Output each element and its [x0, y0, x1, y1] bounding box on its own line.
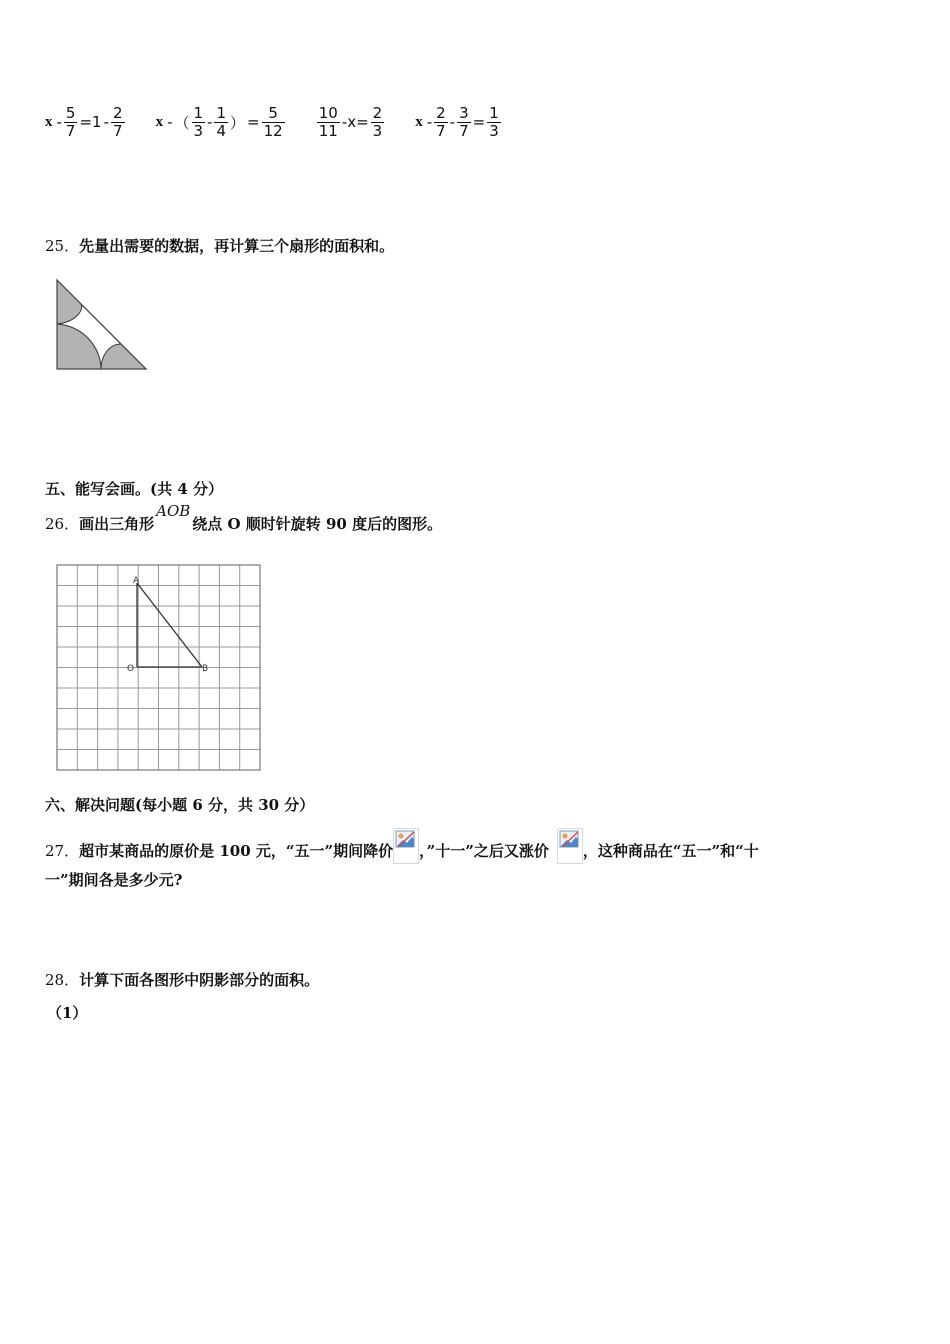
broken-image-icon — [393, 828, 419, 864]
fraction: $\frac{1}{3}$ — [489, 103, 499, 140]
question-28: 28．计算下面各图形中阴影部分的面积。 — [45, 971, 320, 989]
equation-4: x - $\frac{2}{7}$ - $\frac{3}{7}$ = $\frac{1}{3}$ — [415, 103, 499, 140]
fraction: $\frac{1}{3}$ — [193, 103, 204, 140]
fraction: $\frac{10}{11}$ — [318, 103, 338, 140]
fraction: $\frac{5}{7}$ — [65, 103, 76, 140]
question-28-sub-1: （1） — [47, 1004, 88, 1022]
equation-1: x - $\frac{5}{7}$ =1 - $\frac{2}{7}$ — [45, 103, 123, 140]
broken-image-icon — [557, 828, 583, 864]
equation-3: $\frac{10}{11}$ -x= $\frac{2}{3}$ — [318, 103, 383, 140]
question-26: 26．画出三角形AOB绕点 O 顺时针旋转 90 度后的图形。 — [45, 502, 443, 533]
question-25: 25．先量出需要的数据，再计算三个扇形的面积和。 — [45, 237, 395, 255]
section-6-title: 六、解决问题(每小题 6 分，共 30 分） — [45, 796, 315, 814]
equation-row — [45, 102, 532, 142]
segment-ab — [137, 583, 202, 667]
fraction: $\frac{2}{7}$ — [113, 103, 123, 140]
fraction: $\frac{2}{3}$ — [372, 103, 383, 140]
question-27: 27．超市某商品的原价是 100 元，“五一”期间降价 ，”十一”之后又涨价 ，这种商品在“五一”和“十 — [45, 834, 905, 870]
label-a: A — [133, 576, 140, 586]
question-27-line2: 一”期间各是多少元? — [45, 871, 183, 889]
label-o: O — [127, 664, 135, 674]
equation-2: x - （ $\frac{1}{3}$ - $\frac{1}{4}$ ） = $\frac{5}{12}$ — [155, 103, 283, 140]
fraction: $\frac{3}{7}$ — [459, 103, 469, 140]
section-5-title: 五、能写会画。(共 4 分） — [45, 480, 223, 498]
fraction: $\frac{2}{7}$ — [436, 103, 446, 140]
fraction: $\frac{1}{4}$ — [216, 103, 227, 140]
label-b: B — [202, 664, 209, 674]
triangle-sector-figure — [54, 278, 150, 372]
math-aob: AOB — [156, 502, 191, 520]
grid-figure — [55, 563, 263, 773]
fraction: $\frac{5}{12}$ — [263, 103, 283, 140]
